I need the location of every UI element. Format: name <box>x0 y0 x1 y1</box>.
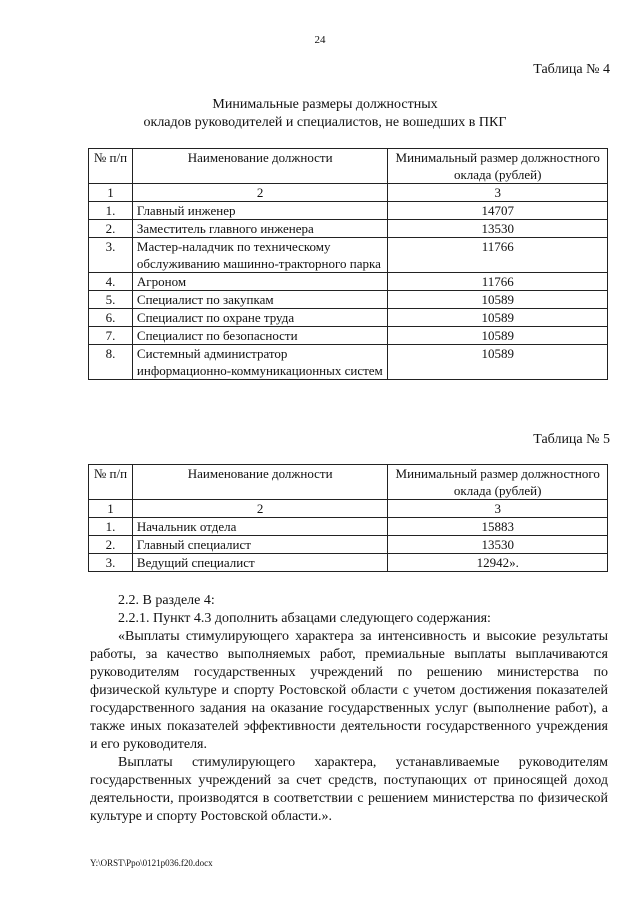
paragraph: «Выплаты стимулирующего характера за интенсивность и высокие результаты работы, за качество выполняемых работ, премиальные выплаты выплачиваются руководителям государственных учреждений по решению министерства по физической культуре и спорту Ростовской области с учетом достижения показателей государственного задания на оказание государственных услуг (выполнение работ), а также иных показателей эффективности деятельности государственного учреждения и его руководителя. <box>90 629 608 752</box>
row-name: Мастер-наладчик по техническому обслуживанию машинно-тракторного парка <box>132 238 388 273</box>
row-name: Специалист по закупкам <box>132 291 388 309</box>
row-num: 4. <box>89 273 133 291</box>
row-name: Ведущий специалист <box>132 554 387 572</box>
header-salary: Минимальный размер должностного оклада (рублей) <box>388 465 608 500</box>
row-name: Специалист по безопасности <box>132 327 388 345</box>
paragraph: 2.2. В разделе 4: <box>118 593 215 608</box>
body-text <box>90 592 608 826</box>
table4-title-line2: окладов руководителей и специалистов, не вошедших в ПКГ <box>143 115 507 130</box>
row-num: 5. <box>89 291 133 309</box>
table-row <box>89 536 608 554</box>
table-row <box>89 327 608 345</box>
row-salary: 10589 <box>388 309 608 327</box>
row-name: Агроном <box>132 273 388 291</box>
header-salary: Минимальный размер должностного оклада (рублей) <box>388 149 608 184</box>
table-header-row <box>89 465 608 500</box>
row-num: 7. <box>89 327 133 345</box>
table-row <box>89 220 608 238</box>
row-salary: 10589 <box>388 327 608 345</box>
row-num: 2. <box>89 536 133 554</box>
row-name: Главный специалист <box>132 536 387 554</box>
row-salary: 13530 <box>388 220 608 238</box>
col-number: 3 <box>388 500 608 518</box>
row-name: Главный инженер <box>132 202 388 220</box>
table-row <box>89 309 608 327</box>
table-row <box>89 202 608 220</box>
row-salary: 13530 <box>388 536 608 554</box>
col-number: 1 <box>89 500 133 518</box>
table-row <box>89 345 608 380</box>
row-num: 3. <box>89 554 133 572</box>
row-num: 1. <box>89 518 133 536</box>
row-salary: 11766 <box>388 238 608 273</box>
row-salary: 11766 <box>388 273 608 291</box>
table-row <box>89 273 608 291</box>
footer-file-path: Y:\ORST\Ppo\0121p036.f20.docx <box>90 858 213 868</box>
table-row <box>89 518 608 536</box>
row-salary: 14707 <box>388 202 608 220</box>
page-number: 24 <box>314 34 326 46</box>
column-number-row <box>89 500 608 518</box>
table-row <box>89 554 608 572</box>
table5 <box>88 464 608 572</box>
row-salary: 12942». <box>388 554 608 572</box>
col-number: 2 <box>132 500 387 518</box>
col-number: 3 <box>388 184 608 202</box>
row-name: Специалист по охране труда <box>132 309 388 327</box>
table-row <box>89 238 608 273</box>
paragraph: Выплаты стимулирующего характера, устанавливаемые руководителям государственных учреждений за счет средств, поступающих от приносящей доход деятельности, производятся в соответствии с решением министерства по физической культуре и спорту Ростовской области.». <box>90 755 608 824</box>
col-number: 1 <box>89 184 133 202</box>
column-number-row <box>89 184 608 202</box>
row-num: 3. <box>89 238 133 273</box>
header-num: № п/п <box>89 465 133 500</box>
row-salary: 10589 <box>388 291 608 309</box>
table4-title <box>90 96 560 132</box>
paragraph: 2.2.1. Пункт 4.3 дополнить абзацами следующего содержания: <box>118 611 491 626</box>
table-row <box>89 291 608 309</box>
row-num: 8. <box>89 345 133 380</box>
table4 <box>88 148 608 380</box>
table4-caption: Таблица № 4 <box>533 62 610 77</box>
table-header-row <box>89 149 608 184</box>
table5-caption: Таблица № 5 <box>533 432 610 447</box>
row-num: 6. <box>89 309 133 327</box>
row-salary: 10589 <box>388 345 608 380</box>
header-name: Наименование должности <box>132 465 387 500</box>
col-number: 2 <box>132 184 388 202</box>
header-num: № п/п <box>89 149 133 184</box>
row-name: Заместитель главного инженера <box>132 220 388 238</box>
row-salary: 15883 <box>388 518 608 536</box>
header-name: Наименование должности <box>132 149 388 184</box>
row-num: 2. <box>89 220 133 238</box>
row-name: Системный администратор информационно-коммуникационных систем <box>132 345 388 380</box>
table4-title-line1: Минимальные размеры должностных <box>212 97 438 112</box>
row-name: Начальник отдела <box>132 518 387 536</box>
row-num: 1. <box>89 202 133 220</box>
